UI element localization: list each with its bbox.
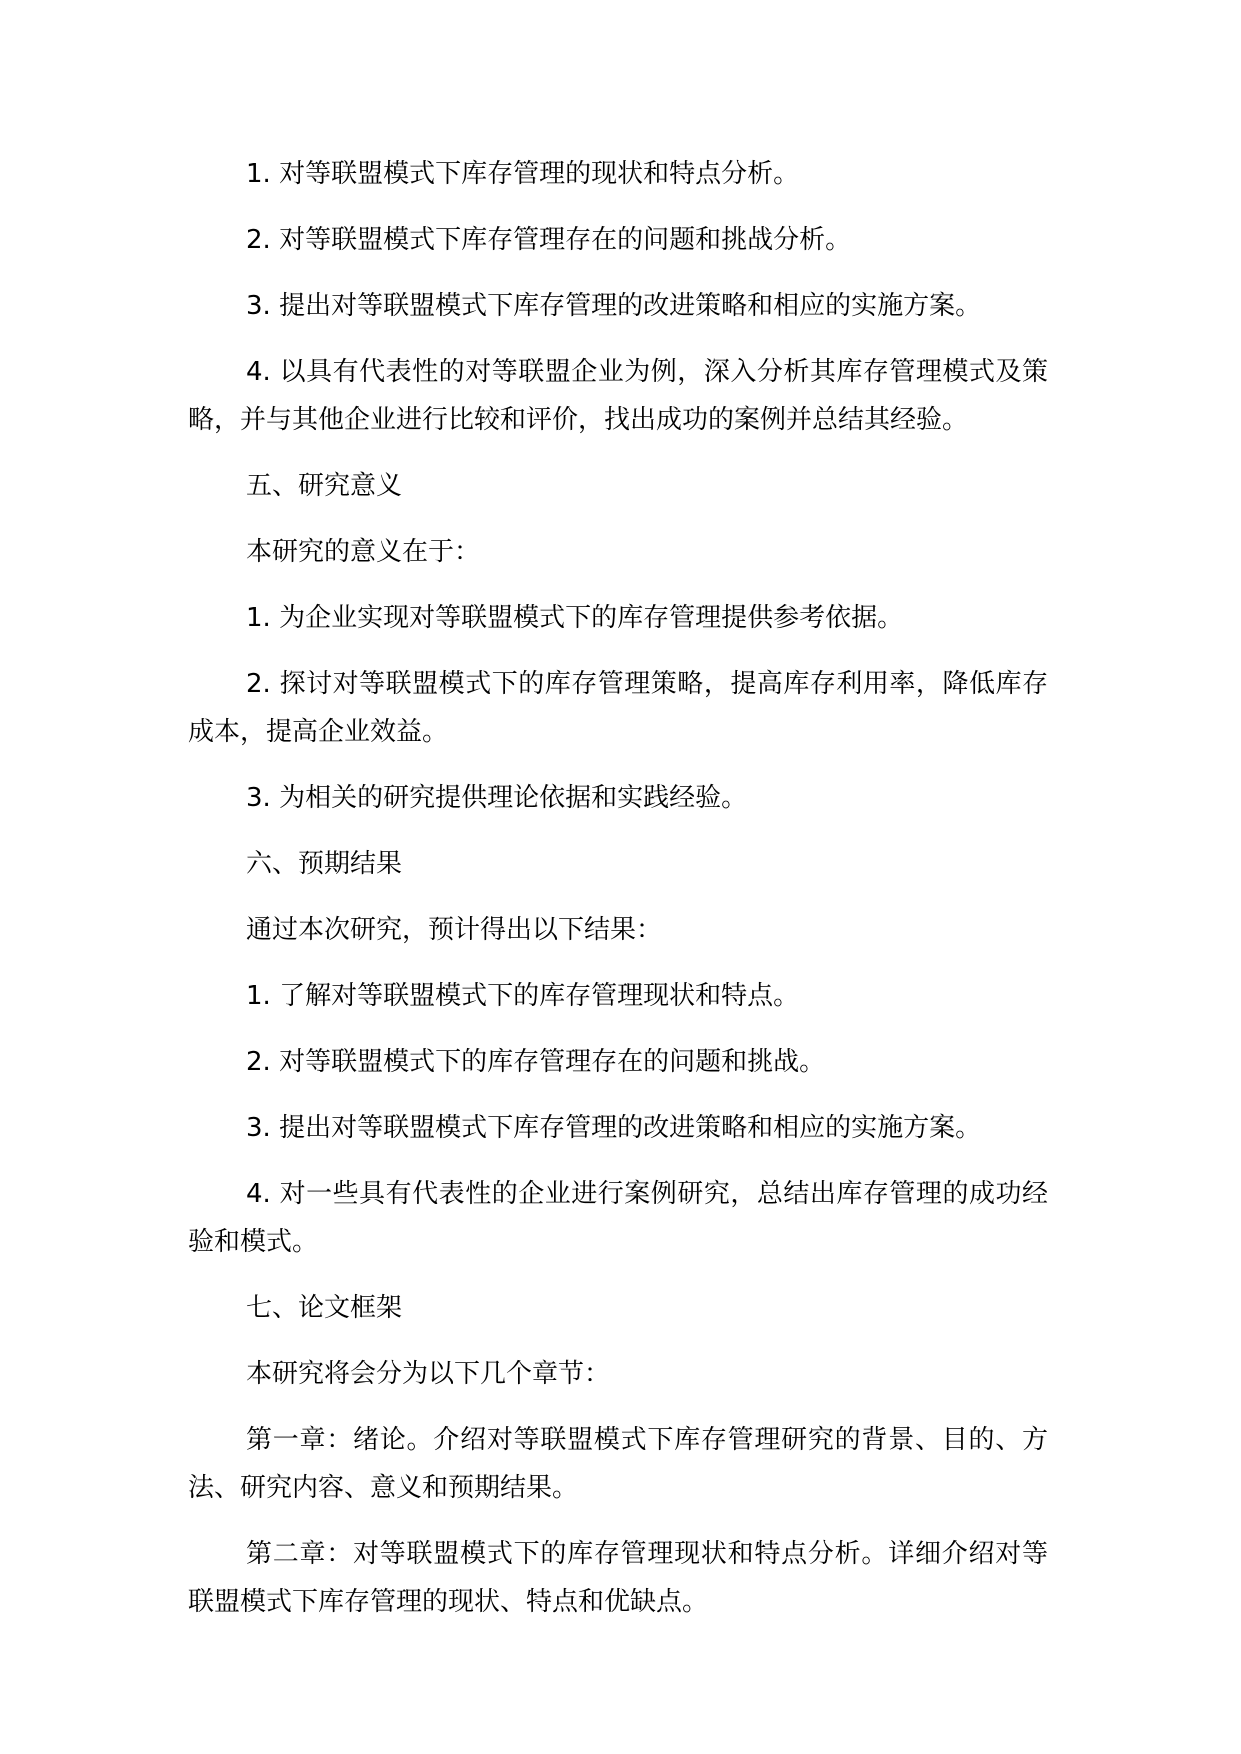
significance-item-3: 3. 为相关的研究提供理论依据和实践经验。	[246, 783, 748, 813]
chapter-2-description: 第二章：对等联盟模式下的库存管理现状和特点分析。详细介绍对等联盟模式下库存管理的现状、特点和优缺点。	[188, 1539, 1048, 1617]
significance-item-1: 1. 为企业实现对等联盟模式下的库存管理提供参考依据。	[246, 603, 904, 633]
content-item-1: 1. 对等联盟模式下库存管理的现状和特点分析。	[246, 159, 800, 189]
expected-results-intro: 通过本次研究，预计得出以下结果：	[246, 915, 663, 945]
significance-item-2: 2. 探讨对等联盟模式下的库存管理策略，提高库存利用率，降低库存成本，提高企业效益。	[188, 669, 1048, 747]
section-heading-framework: 七、论文框架	[246, 1293, 403, 1323]
chapter-1-description: 第一章：绪论。介绍对等联盟模式下库存管理研究的背景、目的、方法、研究内容、意义和预期结果。	[188, 1425, 1048, 1503]
section-heading-expected-results: 六、预期结果	[246, 849, 403, 879]
section-heading-significance: 五、研究意义	[246, 471, 403, 501]
significance-intro: 本研究的意义在于：	[246, 537, 481, 567]
content-item-4: 4. 以具有代表性的对等联盟企业为例，深入分析其库存管理模式及策略，并与其他企业进行比较和评价，找出成功的案例并总结其经验。	[188, 357, 1048, 435]
framework-intro: 本研究将会分为以下几个章节：	[246, 1359, 611, 1389]
expected-result-item-1: 1. 了解对等联盟模式下的库存管理现状和特点。	[246, 981, 800, 1011]
expected-result-item-3: 3. 提出对等联盟模式下库存管理的改进策略和相应的实施方案。	[246, 1113, 982, 1143]
content-item-2: 2. 对等联盟模式下库存管理存在的问题和挑战分析。	[246, 225, 852, 255]
document-body	[188, 150, 1048, 1644]
expected-result-item-2: 2. 对等联盟模式下的库存管理存在的问题和挑战。	[246, 1047, 826, 1077]
expected-result-item-4: 4. 对一些具有代表性的企业进行案例研究，总结出库存管理的成功经验和模式。	[188, 1179, 1048, 1257]
content-item-3: 3. 提出对等联盟模式下库存管理的改进策略和相应的实施方案。	[246, 291, 982, 321]
